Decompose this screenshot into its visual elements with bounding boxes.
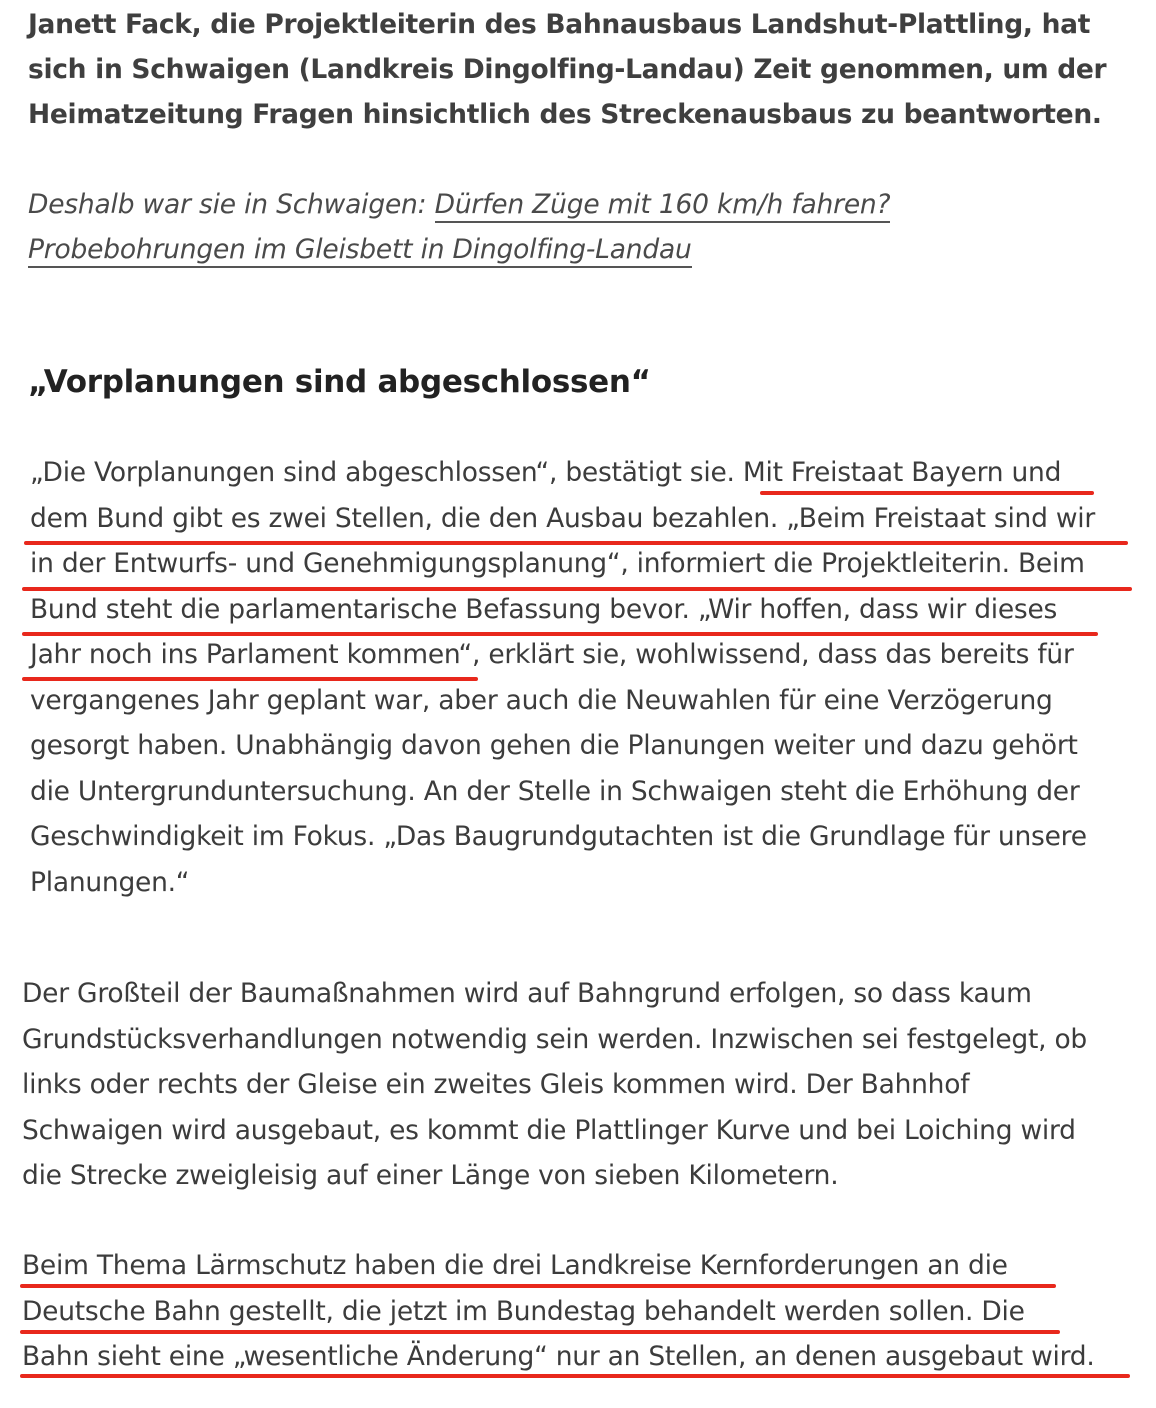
paragraph-line: Deutsche Bahn gestellt, die jetzt im Bundestag behandelt werden sollen. Die xyxy=(22,1295,1025,1327)
paragraph-line: Geschwindigkeit im Fokus. „Das Baugrundgutachten ist die Grundlage für unsere xyxy=(30,821,1087,852)
highlight-underline xyxy=(20,1284,1056,1288)
paragraph-line: „Die Vorplanungen sind abgeschlossen“, bestätigt sie. Mit Freistaat Bayern und xyxy=(30,457,1062,488)
paragraph-line: Schwaigen wird ausgebaut, es kommt die Plattlinger Kurve und bei Loiching wird xyxy=(22,1114,1076,1146)
paragraph-line: die Untergrunduntersuchung. An der Stelle in Schwaigen steht die Erhöhung der xyxy=(30,775,1080,807)
paragraph-line: Bahn sieht eine „wesentliche Änderung“ nur an Stellen, an denen ausgebaut wird. xyxy=(22,1341,1095,1372)
paragraph-line: vergangenes Jahr geplant war, aber auch die Neuwahlen für eine Verzögerung xyxy=(30,684,1053,716)
section-heading: „Vorplanungen sind abgeschlossen“ xyxy=(28,364,651,400)
paragraph-3 xyxy=(22,1243,1142,1380)
paragraph-line: Jahr noch ins Parlament kommen“, erklärt sie, wohlwissend, dass das bereits für xyxy=(30,639,1074,670)
paragraph-2 xyxy=(22,971,1142,1199)
paragraph-line: die Strecke zweigleisig auf einer Länge von sieben Kilometern. xyxy=(22,1160,839,1191)
highlight-underline xyxy=(20,1330,1060,1334)
paragraph-line: links oder rechts der Gleise ein zweites Gleis kommen wird. Der Bahnhof xyxy=(22,1069,970,1100)
paragraph-line: in der Entwurfs- und Genehmigungsplanung“, informiert die Projektleiterin. Beim xyxy=(30,548,1085,579)
highlight-underline xyxy=(22,587,1132,591)
highlight-underline xyxy=(22,632,1098,636)
teaser-link-continued[interactable]: Probebohrungen im Gleisbett in Dingolfing-Landau xyxy=(28,234,692,268)
paragraph-line: Beim Thema Lärmschutz haben die drei Landkreise Kernforderungen an die xyxy=(22,1250,1008,1281)
paragraph-line: gesorgt haben. Unabhängig davon gehen die Planungen weiter und dazu gehört xyxy=(30,730,1078,761)
teaser xyxy=(28,182,1138,272)
article-lead: Janett Fack, die Projektleiterin des Bahnausbaus Landshut-Plattling, hat sich in Schwaigen (Landkreis Dingolfing-Landau) Zeit genommen, um der Heimatzeitung Fragen hinsichtlich des Streckenausbaus zu beantworten. xyxy=(28,9,1107,130)
highlight-underline xyxy=(24,541,1128,545)
highlight-underline xyxy=(20,1374,1130,1378)
paragraph-line: Bund steht die parlamentarische Befassung bevor. „Wir hoffen, dass wir dieses xyxy=(30,593,1058,625)
paragraph-line: Der Großteil der Baumaßnahmen wird auf Bahngrund erfolgen, so dass kaum xyxy=(22,978,1032,1009)
highlight-underline xyxy=(22,677,478,681)
paragraph-line: Planungen.“ xyxy=(30,866,190,898)
paragraph-line: Grundstücksverhandlungen notwendig sein werden. Inzwischen sei festgelegt, ob xyxy=(22,1023,1087,1055)
teaser-prefix: Deshalb war sie in Schwaigen: xyxy=(28,189,435,220)
paragraph-line: dem Bund gibt es zwei Stellen, die den Ausbau bezahlen. „Beim Freistaat sind wir xyxy=(30,502,1096,534)
highlight-underline xyxy=(760,491,1094,495)
teaser-link[interactable]: Dürfen Züge mit 160 km/h fahren? xyxy=(435,189,891,223)
